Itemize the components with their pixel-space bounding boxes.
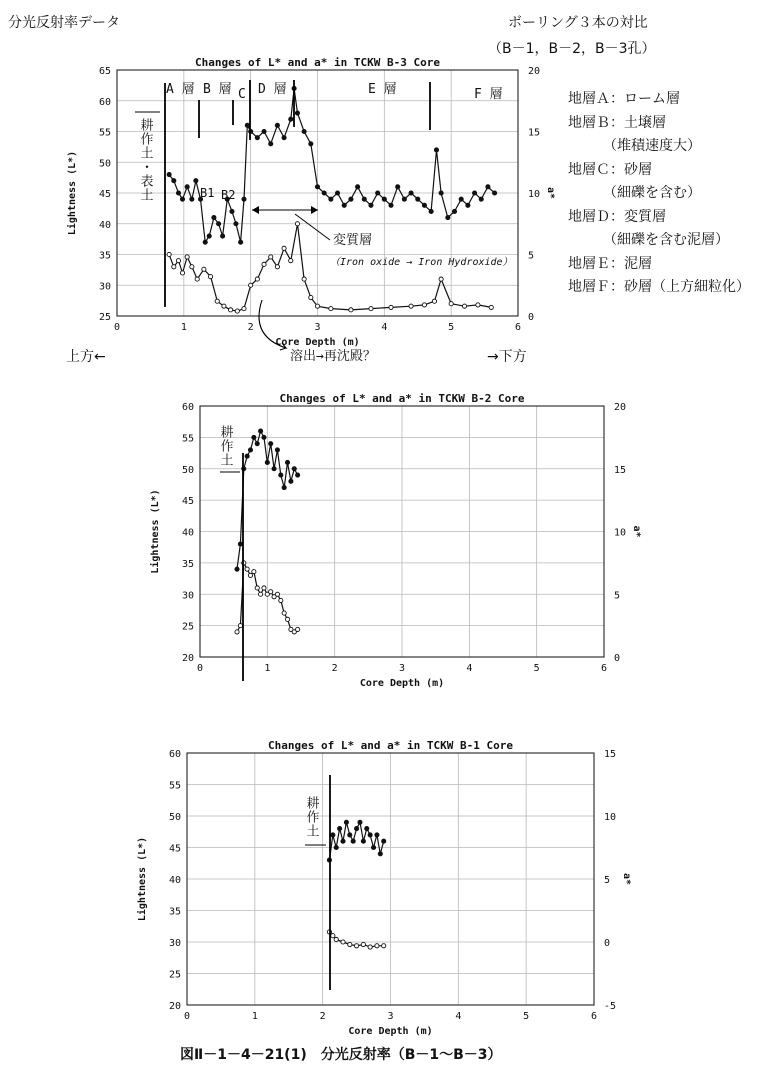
series-line-lightness: [169, 88, 495, 242]
header-right-line1: ボーリング３本の対比: [508, 15, 648, 31]
lightness-point: [269, 442, 273, 446]
a-star-point: [248, 573, 252, 577]
lightness-point: [338, 827, 342, 831]
x-axis-label: Core Depth (m): [359, 678, 445, 689]
a-star-point: [222, 304, 226, 308]
y2-axis-label: a*: [545, 186, 556, 200]
lightness-point: [365, 827, 369, 831]
y2-tick-label: 0: [604, 938, 611, 949]
lightness-point: [356, 185, 360, 189]
y-tick-label: 45: [168, 843, 181, 855]
y-axis-label: Lightness (L*): [150, 489, 161, 574]
header-right-line2: （B－1，B－2，B－3孔）: [488, 41, 656, 57]
a-star-point: [302, 277, 306, 281]
lightness-point: [282, 136, 286, 140]
a-star-point: [295, 222, 299, 226]
a-star-point: [229, 308, 233, 312]
lightness-point: [235, 567, 239, 571]
a-star-point: [389, 305, 393, 309]
lightness-point: [349, 197, 353, 201]
direction-up: 上方←: [66, 349, 106, 365]
lightness-point: [275, 123, 279, 127]
x-tick-label: 5: [523, 1011, 530, 1022]
zone-label: A 層: [166, 82, 195, 97]
lightness-point: [245, 123, 249, 127]
lightness-point: [230, 209, 234, 213]
a-star-point: [348, 942, 352, 946]
legend-line: 地層Ｆ：砂層（上方細粒化）: [568, 279, 750, 295]
a-star-point: [375, 944, 379, 948]
lightness-point: [285, 460, 289, 464]
lightness-point: [185, 185, 189, 189]
x-tick-label: 0: [183, 1011, 191, 1022]
lightness-point: [382, 197, 386, 201]
lightness-point: [220, 234, 224, 238]
y-tick-label: 30: [181, 590, 194, 602]
a-star-point: [195, 277, 199, 281]
lightness-point: [269, 142, 273, 146]
lightness-point: [376, 191, 380, 195]
a-star-point: [167, 252, 171, 256]
lightness-point: [265, 460, 269, 464]
a-star-point: [329, 307, 333, 311]
lightness-point: [351, 839, 355, 843]
zone-label: D 層: [258, 82, 287, 97]
lightness-point: [234, 222, 238, 226]
a-star-point: [235, 309, 239, 313]
lightness-point: [282, 485, 286, 489]
y2-tick-label: 0: [528, 312, 535, 323]
y-tick-label: 30: [168, 938, 181, 949]
annotation-vertical: 耕作土: [303, 796, 319, 838]
y-tick-label: 30: [98, 281, 111, 293]
lightness-point: [252, 435, 256, 439]
x-tick-label: 3: [314, 322, 321, 333]
lightness-point: [167, 172, 171, 176]
a-star-point: [331, 934, 335, 938]
lightness-point: [479, 197, 483, 201]
a-star-point: [275, 265, 279, 269]
lightness-point: [194, 179, 198, 183]
legend-line: 地層Ｂ：土壌層: [568, 114, 666, 131]
lightness-point: [190, 197, 194, 201]
lightness-point: [295, 111, 299, 115]
a-star-point: [190, 265, 194, 269]
legend-line: 地層Ｄ：変質層: [568, 208, 666, 225]
x-tick-label: 2: [331, 663, 338, 674]
zone-label: E 層: [368, 82, 397, 97]
a-star-point: [262, 586, 266, 590]
lightness-point: [315, 185, 319, 189]
y2-tick-label: 10: [528, 189, 541, 200]
x-tick-label: 5: [533, 663, 540, 674]
lightness-point: [176, 191, 180, 195]
y2-tick-label: -5: [604, 1001, 617, 1012]
lightness-point: [334, 845, 338, 849]
x-tick-label: 5: [448, 322, 455, 333]
annotation-note: 溶出→再沈殿？: [290, 349, 376, 364]
y-tick-label: 60: [98, 96, 111, 108]
a-star-point: [285, 617, 289, 621]
lightness-point: [375, 833, 379, 837]
y-tick-label: 35: [98, 250, 111, 262]
lightness-point: [262, 435, 266, 439]
lightness-point: [354, 827, 358, 831]
y2-axis-label: a*: [631, 525, 642, 538]
a-star-point: [172, 265, 176, 269]
a-star-point: [334, 937, 338, 941]
x-tick-label: 2: [247, 322, 254, 333]
y-tick-label: 45: [181, 496, 194, 508]
a-star-point: [432, 299, 436, 303]
lightness-point: [329, 197, 333, 201]
a-star-point: [354, 944, 358, 948]
a-star-point: [309, 295, 313, 299]
y-tick-label: 60: [168, 749, 181, 760]
y-tick-label: 20: [168, 1001, 181, 1012]
y-tick-label: 60: [181, 402, 194, 413]
lightness-point: [203, 240, 207, 244]
zone-label: C: [238, 87, 246, 102]
y2-tick-label: 5: [528, 250, 535, 262]
lightness-point: [238, 542, 242, 546]
lightness-point: [212, 216, 216, 220]
y-tick-label: 40: [181, 527, 194, 539]
a-star-point: [409, 304, 413, 308]
a-star-point: [202, 267, 206, 271]
lightness-point: [402, 197, 406, 201]
a-star-point: [279, 598, 283, 602]
y-tick-label: 35: [168, 906, 181, 918]
a-star-point: [449, 302, 453, 306]
a-star-point: [215, 299, 219, 303]
a-star-point: [252, 570, 256, 574]
y-axis-label: Lightness (L*): [137, 836, 148, 922]
a-star-point: [245, 567, 249, 571]
lightness-point: [446, 216, 450, 220]
y-tick-label: 55: [181, 433, 194, 445]
a-star-point: [242, 307, 246, 311]
x-tick-label: 1: [251, 1011, 258, 1022]
a-star-point: [269, 255, 273, 259]
y-tick-label: 45: [98, 189, 111, 200]
lightness-point: [439, 191, 443, 195]
zone-label: B 層: [203, 82, 232, 97]
lightness-point: [459, 197, 463, 201]
lightness-point: [335, 191, 339, 195]
lightness-point: [389, 203, 393, 207]
a-star-point: [439, 277, 443, 281]
a-star-point: [369, 307, 373, 311]
y-tick-label: 65: [98, 66, 111, 77]
lightness-point: [255, 136, 259, 140]
lightness-point: [248, 448, 252, 452]
a-star-point: [180, 271, 184, 275]
lightness-point: [344, 820, 348, 824]
y-tick-label: 55: [168, 780, 181, 792]
y2-tick-label: 0: [614, 653, 621, 664]
lightness-point: [262, 129, 266, 133]
a-star-point: [275, 592, 279, 596]
y2-tick-label: 20: [614, 402, 627, 413]
lightness-point: [302, 129, 306, 133]
lightness-point: [331, 833, 335, 837]
direction-down: →下方: [487, 349, 527, 365]
y2-axis-label: a*: [621, 872, 632, 886]
a-star-point: [476, 303, 480, 307]
a-star-point: [282, 611, 286, 615]
lightness-point: [279, 473, 283, 477]
x-tick-label: 6: [600, 663, 608, 674]
a-star-point: [349, 308, 353, 312]
y-tick-label: 40: [168, 875, 181, 886]
lightness-point: [341, 839, 345, 843]
y2-tick-label: 15: [614, 464, 627, 476]
x-tick-label: 3: [398, 663, 406, 674]
lightness-point: [368, 833, 372, 837]
lightness-point: [296, 473, 300, 477]
x-tick-label: 3: [387, 1011, 394, 1022]
lightness-point: [422, 203, 426, 207]
lightness-point: [322, 191, 326, 195]
legend-line: （細礫を含む泥層）: [568, 232, 729, 248]
a-star-point: [208, 275, 212, 279]
lightness-point: [361, 839, 365, 843]
lightness-point: [289, 117, 293, 121]
lightness-point: [416, 197, 420, 201]
leader-line: [295, 214, 330, 240]
lightness-point: [358, 820, 362, 824]
y-tick-label: 55: [98, 127, 111, 139]
annotation-vertical: 耕作土・表土: [137, 118, 153, 202]
y2-tick-label: 10: [604, 812, 617, 823]
a-star-point: [368, 945, 372, 949]
lightness-point: [172, 179, 176, 183]
a-star-point: [235, 630, 239, 634]
y2-tick-label: 5: [614, 590, 621, 602]
legend-line: 地層Ａ：ローム層: [568, 91, 680, 107]
a-star-point: [269, 590, 273, 594]
a-star-point: [382, 944, 386, 948]
a-star-point: [315, 304, 319, 308]
y2-tick-label: 10: [614, 527, 627, 539]
chart-title: Changes of L* and a* in TCKW B-2 Core: [279, 392, 525, 405]
lightness-point: [292, 467, 296, 471]
a-star-point: [296, 627, 300, 631]
y-tick-label: 25: [181, 621, 194, 633]
y2-tick-label: 15: [528, 127, 541, 139]
a-star-point: [422, 303, 426, 307]
x-tick-label: 2: [319, 1011, 326, 1022]
lightness-point: [259, 429, 263, 433]
lightness-point: [466, 203, 470, 207]
x-tick-label: 1: [180, 322, 187, 333]
x-tick-label: 6: [590, 1011, 598, 1022]
lightness-point: [369, 203, 373, 207]
a-star-point: [289, 259, 293, 263]
a-star-point: [259, 592, 263, 596]
lightness-point: [255, 442, 259, 446]
lightness-point: [382, 839, 386, 843]
a-star-point: [282, 246, 286, 250]
lightness-point: [452, 209, 456, 213]
lightness-point: [272, 467, 276, 471]
lightness-point: [245, 454, 249, 458]
y2-tick-label: 5: [604, 875, 611, 886]
lightness-point: [216, 222, 220, 226]
y-tick-label: 50: [98, 158, 111, 170]
lightness-point: [275, 448, 279, 452]
lightness-point: [289, 479, 293, 483]
a-star-point: [489, 305, 493, 309]
a-star-point: [462, 304, 466, 308]
legend-line: 地層Ｅ：泥層: [568, 255, 652, 272]
a-star-point: [185, 255, 189, 259]
x-tick-label: 4: [381, 322, 388, 333]
lightness-point: [207, 234, 211, 238]
legend-line: 地層Ｃ：砂層: [568, 161, 652, 178]
annotation-vertical: 耕作土: [217, 425, 233, 467]
x-tick-label: 0: [196, 663, 204, 674]
lightness-point: [180, 197, 184, 201]
x-tick-label: 0: [113, 322, 121, 333]
y2-tick-label: 20: [528, 66, 541, 77]
x-axis-label: Core Depth (m): [348, 1026, 433, 1037]
x-tick-label: 4: [455, 1011, 462, 1022]
lightness-point: [348, 833, 352, 837]
figure-caption: 図Ⅱ－1－4－21(1) 分光反射率（B－1～B－3）: [180, 1047, 502, 1063]
lightness-point: [486, 185, 490, 189]
zone-label: B1: [200, 186, 215, 200]
a-star-point: [176, 259, 180, 263]
lightness-point: [309, 142, 313, 146]
zone-label: F 層: [474, 87, 503, 102]
a-star-point: [361, 942, 365, 946]
lightness-point: [242, 197, 246, 201]
lightness-point: [342, 203, 346, 207]
a-star-point: [249, 283, 253, 287]
lightness-point: [371, 845, 375, 849]
y-tick-label: 40: [98, 219, 111, 231]
chart-title: Changes of L* and a* in TCKW B-1 Core: [267, 739, 514, 752]
a-star-point: [238, 624, 242, 628]
lightness-point: [472, 191, 476, 195]
lightness-point: [378, 852, 382, 856]
y-tick-label: 20: [181, 653, 194, 664]
lightness-point: [239, 240, 243, 244]
x-tick-label: 6: [514, 322, 522, 333]
y-axis-label: Lightness (L*): [67, 150, 78, 236]
x-axis-label: Core Depth (m): [275, 337, 360, 348]
lightness-point: [362, 197, 366, 201]
y-tick-label: 50: [181, 464, 194, 476]
y2-tick-label: 15: [604, 749, 617, 760]
y-tick-label: 25: [168, 969, 181, 981]
x-tick-label: 1: [264, 663, 271, 674]
legend-line: （堆積速度大）: [568, 138, 701, 154]
x-tick-label: 4: [466, 663, 473, 674]
header-left: 分光反射率データ: [8, 15, 120, 31]
lightness-point: [409, 191, 413, 195]
lightness-point: [493, 191, 497, 195]
a-star-point: [341, 940, 345, 944]
annotation-note: 変質層: [333, 233, 373, 248]
y-tick-label: 50: [168, 812, 181, 823]
a-star-point: [255, 586, 259, 590]
annotation-note: （Iron oxide → Iron Hydroxide）: [330, 257, 513, 268]
a-star-point: [262, 262, 266, 266]
a-star-point: [255, 277, 259, 281]
legend-line: （細礫を含む）: [568, 185, 701, 201]
y-tick-label: 25: [98, 312, 111, 323]
chart-title: Changes of L* and a* in TCKW B-3 Core: [194, 56, 441, 69]
zone-label: B2: [221, 188, 236, 202]
lightness-point: [396, 185, 400, 189]
lightness-point: [434, 148, 438, 152]
lightness-point: [429, 209, 433, 213]
y-tick-label: 35: [181, 558, 194, 570]
